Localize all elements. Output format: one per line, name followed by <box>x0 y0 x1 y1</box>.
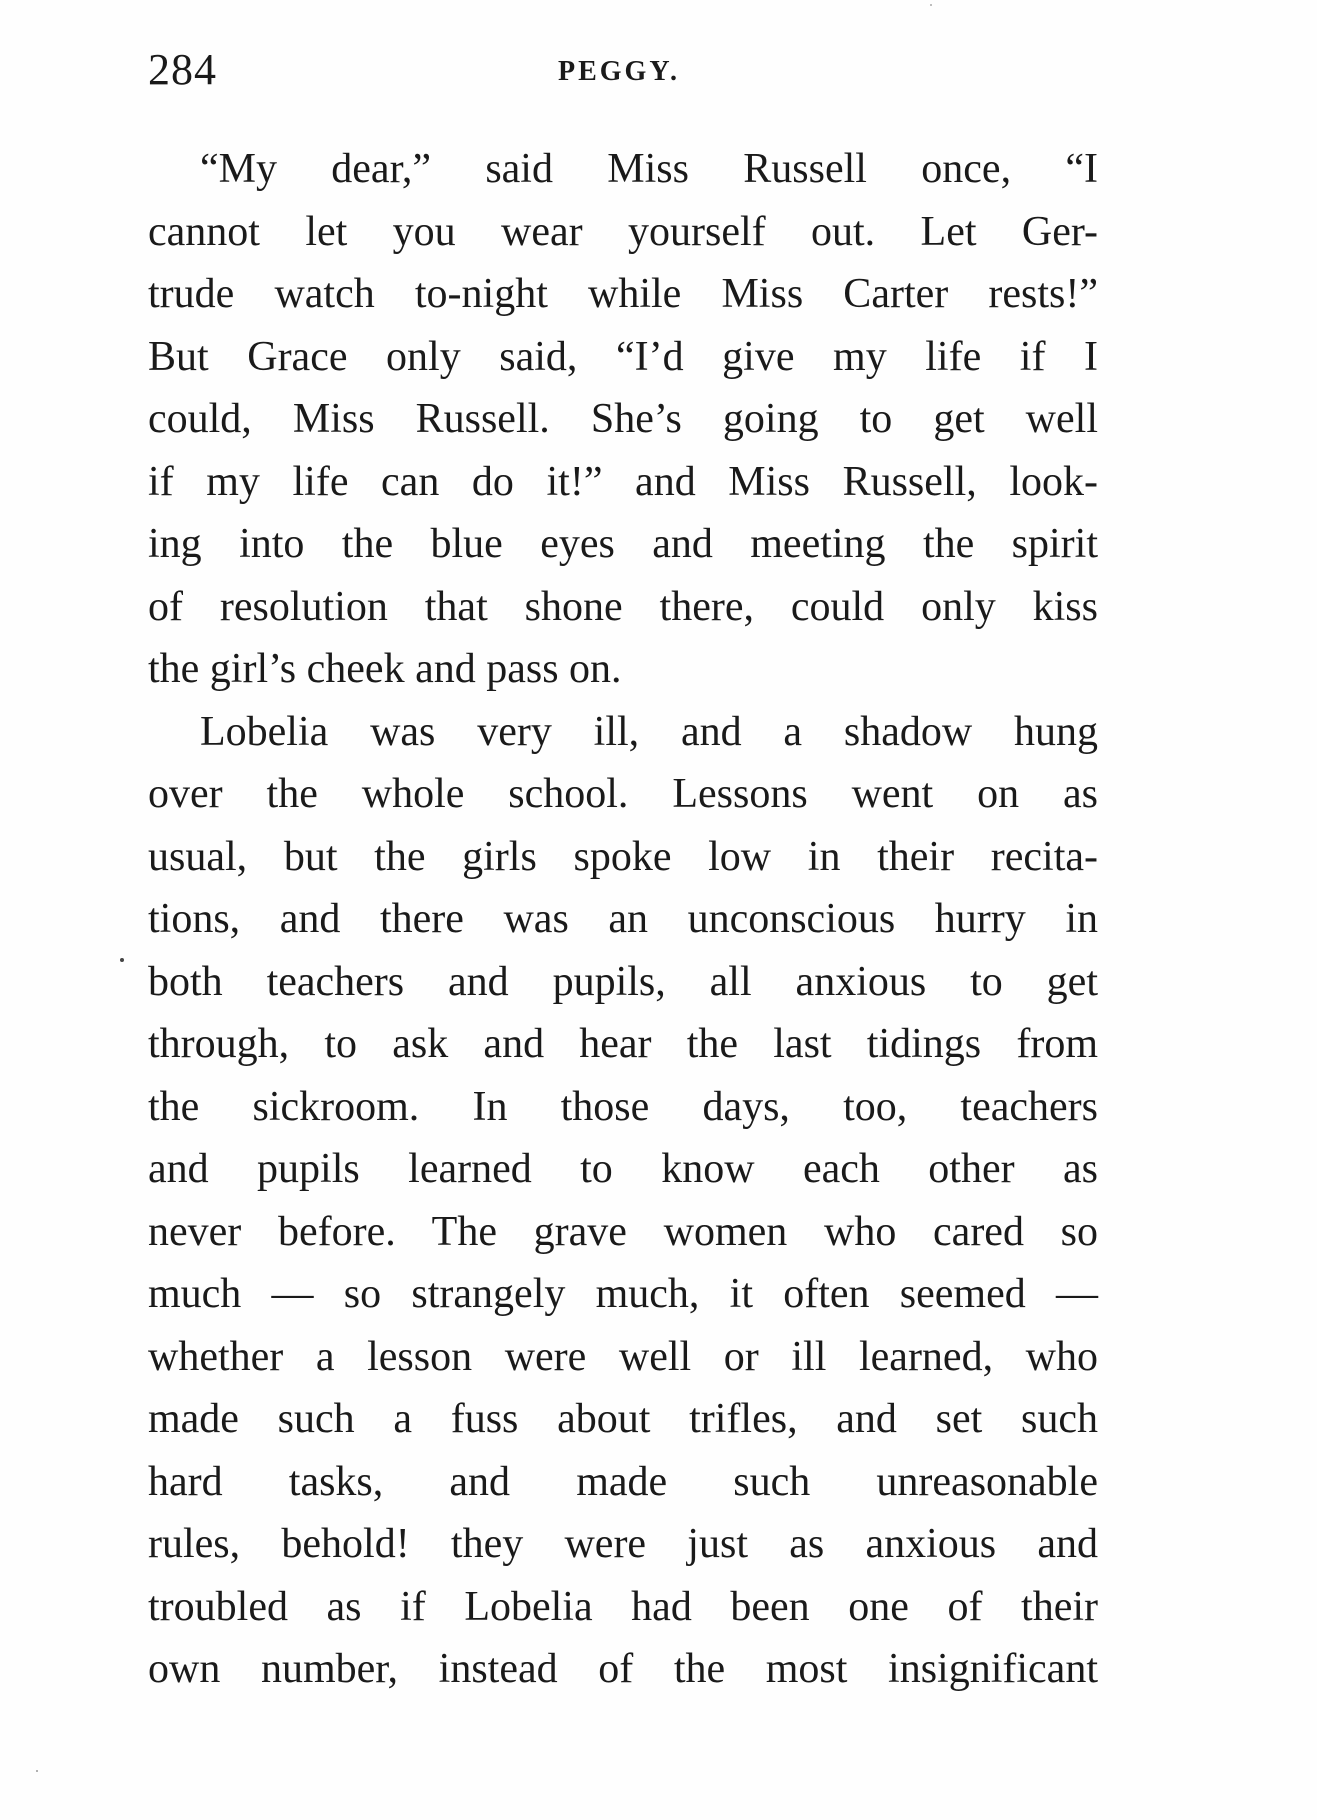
running-title: PEGGY. <box>558 56 680 87</box>
text-line: tions, and there was an unconscious hurry in <box>148 896 1098 942</box>
text-line: through, to ask and hear the last tidings from <box>148 1021 1098 1067</box>
text-line: trude watch to-night while Miss Carter rests!” <box>148 271 1098 317</box>
paragraph-2 <box>148 701 1098 1701</box>
paragraph-1 <box>148 138 1098 701</box>
text-line: never before. The grave women who cared so <box>148 1208 1098 1255</box>
text-line: hard tasks, and made such unreasonable <box>148 1458 1098 1505</box>
text-line: “My dear,” said Miss Russell once, “I <box>200 146 1098 192</box>
text-line: whether a lesson were well or ill learned, who <box>148 1333 1098 1380</box>
text-line: if my life can do it!” and Miss Russell, look- <box>148 458 1098 505</box>
text-line: own number, instead of the most insignificant <box>148 1646 1098 1692</box>
ink-speck <box>120 958 124 962</box>
text-line: over the whole school. Lessons went on as <box>148 771 1098 817</box>
ink-speck <box>930 4 932 6</box>
text-line: Lobelia was very ill, and a shadow hung <box>200 708 1098 755</box>
text-line: cannot let you wear yourself out. Let Ger- <box>148 208 1098 255</box>
text-line: made such a fuss about trifles, and set such <box>148 1396 1098 1442</box>
text-line: troubled as if Lobelia had been one of their <box>148 1583 1098 1630</box>
text-line: and pupils learned to know each other as <box>148 1146 1098 1192</box>
text-line: both teachers and pupils, all anxious to get <box>148 958 1098 1005</box>
text-line: much — so strangely much, it often seemed — <box>148 1271 1098 1317</box>
text-line: the girl’s cheek and pass on. <box>148 646 622 692</box>
text-line: rules, behold! they were just as anxious and <box>148 1521 1098 1567</box>
running-head <box>148 42 1098 98</box>
page-number: 284 <box>148 45 217 94</box>
text-line: ing into the blue eyes and meeting the spirit <box>148 521 1098 567</box>
text-line: could, Miss Russell. She’s going to get well <box>148 396 1098 442</box>
text-line: usual, but the girls spoke low in their recita- <box>148 833 1098 880</box>
text-line: of resolution that shone there, could only kiss <box>148 583 1098 630</box>
text-line: But Grace only said, “I’d give my life if I <box>148 333 1098 380</box>
text-line: the sickroom. In those days, too, teachers <box>148 1083 1098 1130</box>
ink-speck <box>36 1770 38 1772</box>
body-text <box>148 138 1098 1701</box>
